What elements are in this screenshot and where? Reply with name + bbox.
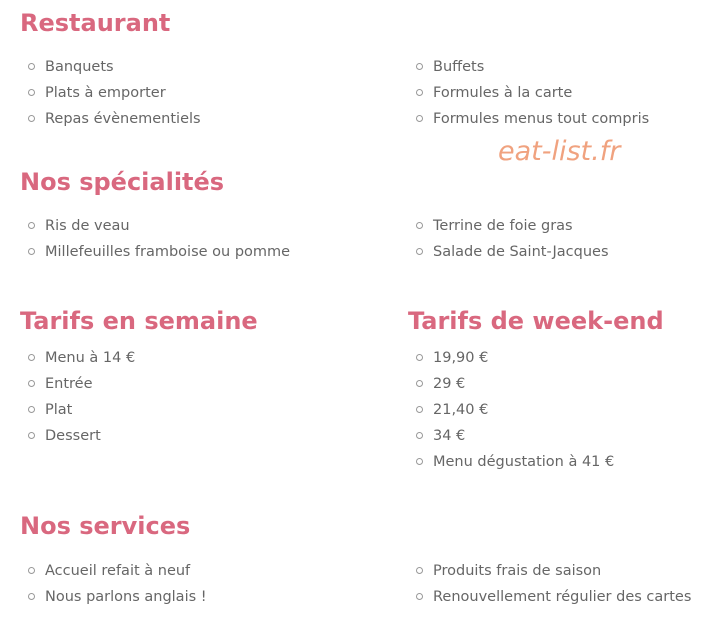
list-item [416, 54, 649, 80]
list-item-label: Buffets [433, 59, 485, 75]
list-item [416, 397, 614, 423]
circle-bullet-icon [416, 63, 423, 70]
circle-bullet-icon [28, 115, 35, 122]
list-item [28, 213, 290, 239]
list-item-label: Menu à 14 € [45, 350, 136, 366]
circle-bullet-icon [416, 248, 423, 255]
services-list-right [416, 558, 691, 610]
circle-bullet-icon [416, 593, 423, 600]
circle-bullet-icon [28, 406, 35, 413]
list-item [416, 423, 614, 449]
restaurant-list-right [416, 54, 649, 132]
restaurant-heading: Restaurant [20, 9, 171, 37]
list-item-label: Plats à emporter [45, 85, 166, 101]
circle-bullet-icon [28, 432, 35, 439]
tarifs-weekend-list [416, 345, 614, 475]
circle-bullet-icon [28, 248, 35, 255]
list-item-label: Terrine de foie gras [433, 218, 573, 234]
list-item [416, 449, 614, 475]
list-item-label: Menu dégustation à 41 € [433, 454, 615, 470]
circle-bullet-icon [416, 567, 423, 574]
list-item [28, 239, 290, 265]
circle-bullet-icon [416, 380, 423, 387]
list-item-label: 19,90 € [433, 350, 489, 366]
list-item-label: Salade de Saint-Jacques [433, 244, 609, 260]
list-item-label: Plat [45, 402, 73, 418]
tarifs-semaine-heading: Tarifs en semaine [20, 307, 258, 335]
list-item [28, 423, 135, 449]
list-item [416, 239, 609, 265]
list-item [416, 345, 614, 371]
list-item-label: Ris de veau [45, 218, 130, 234]
circle-bullet-icon [416, 89, 423, 96]
list-item-label: Accueil refait à neuf [45, 563, 191, 579]
circle-bullet-icon [28, 380, 35, 387]
circle-bullet-icon [28, 593, 35, 600]
services-heading: Nos services [20, 512, 191, 540]
list-item [28, 80, 201, 106]
services-list-left [28, 558, 207, 610]
list-item [28, 558, 207, 584]
restaurant-list-left [28, 54, 201, 132]
list-item [416, 371, 614, 397]
list-item-label: Entrée [45, 376, 93, 392]
list-item-label: Nous parlons anglais ! [45, 589, 207, 605]
list-item-label: Banquets [45, 59, 114, 75]
specialites-list-right [416, 213, 609, 265]
circle-bullet-icon [416, 354, 423, 361]
list-item-label: 34 € [433, 428, 466, 444]
list-item [416, 213, 609, 239]
circle-bullet-icon [416, 115, 423, 122]
list-item-label: 21,40 € [433, 402, 489, 418]
list-item [416, 584, 691, 610]
list-item-label: Formules menus tout compris [433, 111, 650, 127]
list-item-label: Repas évènementiels [45, 111, 201, 127]
specialites-heading: Nos spécialités [20, 168, 225, 196]
circle-bullet-icon [416, 458, 423, 465]
list-item-label: Dessert [45, 428, 101, 444]
list-item-label: 29 € [433, 376, 466, 392]
list-item [28, 371, 135, 397]
list-item [28, 106, 201, 132]
list-item-label: Millefeuilles framboise ou pomme [45, 244, 291, 260]
specialites-list-left [28, 213, 290, 265]
list-item [416, 558, 691, 584]
circle-bullet-icon [28, 354, 35, 361]
circle-bullet-icon [28, 222, 35, 229]
circle-bullet-icon [28, 63, 35, 70]
list-item-label: Renouvellement régulier des cartes [433, 589, 692, 605]
list-item [28, 345, 135, 371]
circle-bullet-icon [28, 567, 35, 574]
tarifs-weekend-heading: Tarifs de week-end [408, 307, 664, 335]
circle-bullet-icon [416, 432, 423, 439]
list-item [416, 80, 649, 106]
circle-bullet-icon [416, 222, 423, 229]
list-item [28, 584, 207, 610]
list-item [416, 106, 649, 132]
circle-bullet-icon [416, 406, 423, 413]
circle-bullet-icon [28, 89, 35, 96]
watermark-logo: eat-list.fr [498, 136, 621, 167]
list-item [28, 397, 135, 423]
list-item-label: Produits frais de saison [433, 563, 602, 579]
list-item-label: Formules à la carte [433, 85, 573, 101]
tarifs-semaine-list [28, 345, 135, 449]
list-item [28, 54, 201, 80]
